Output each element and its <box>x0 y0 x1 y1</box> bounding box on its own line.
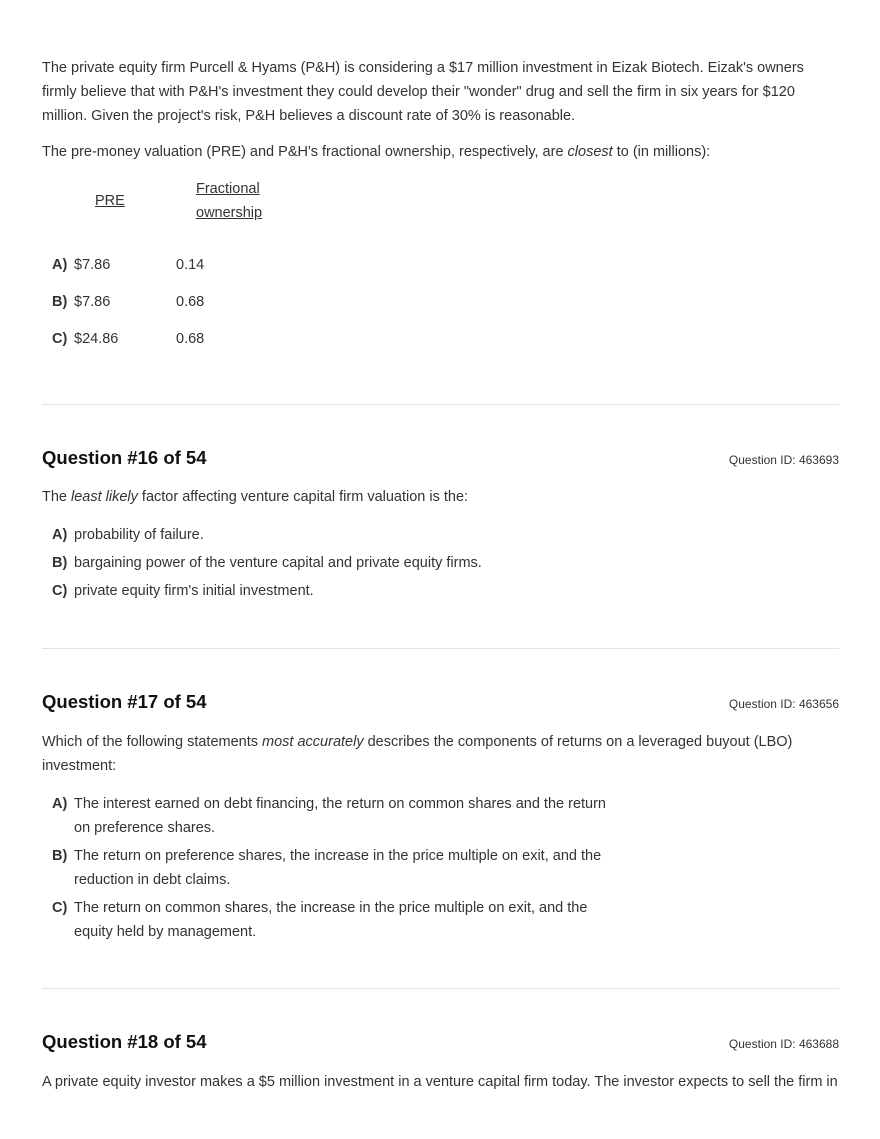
question-18-id: Question ID: 463688 <box>728 1037 839 1051</box>
answer-option-a[interactable] <box>52 523 612 547</box>
option-text: private equity firm's initial investment. <box>74 583 314 599</box>
answer-option-c[interactable] <box>52 579 612 603</box>
divider <box>42 988 839 989</box>
answer-option-b[interactable] <box>52 551 612 575</box>
answer-option-a[interactable] <box>52 792 612 840</box>
question-18-stem: A private equity investor makes a $5 million investment in a venture capital firm today. The investor expects to sell the firm in <box>42 1074 838 1090</box>
answer-option-b[interactable] <box>52 290 204 314</box>
option-letter: A) <box>52 796 68 812</box>
question-18-title: Question #18 of 54 <box>42 1031 207 1052</box>
option-text: bargaining power of the venture capital and private equity firms. <box>74 555 482 571</box>
option-pre-value: $24.86 <box>74 331 119 347</box>
answer-option-c[interactable] <box>52 896 612 944</box>
column-header-pre: PRE <box>95 193 125 209</box>
question-17-id: Question ID: 463656 <box>728 697 839 711</box>
option-text: The return on preference shares, the increase in the price multiple on exit, and the reduction in debt claims. <box>74 848 602 888</box>
stem-text-end: describes the components of returns on a leveraged buyout (LBO) investment: <box>42 734 793 774</box>
answer-option-c[interactable] <box>52 327 204 351</box>
question-15-intro: The private equity firm Purcell & Hyams (P&H) is considering a $17 million investment in Eizak Biotech. Eizak's owners firmly believe that with P&H's investment they could develop their "wonder" drug and sell the firm in six years for $120 million. Given the project's risk, P&H believes a discount rate of 30% is reasonable. <box>42 60 804 124</box>
prompt-text: The pre-money valuation (PRE) and P&H's fractional ownership, respectively, are <box>42 144 568 160</box>
question-17-title: Question #17 of 54 <box>42 691 207 712</box>
option-fraction-value: 0.14 <box>176 257 205 273</box>
option-fraction-value: 0.68 <box>176 294 205 310</box>
question-17-stem <box>42 730 802 778</box>
prompt-emphasis: closest <box>567 144 613 160</box>
column-header-ownership: ownership <box>196 205 263 221</box>
option-pre-value: $7.86 <box>74 294 111 310</box>
question-15-prompt <box>42 140 839 164</box>
divider <box>42 404 839 405</box>
question-16-id: Question ID: 463693 <box>728 453 839 467</box>
option-letter: A) <box>52 527 68 543</box>
stem-emphasis: most accurately <box>262 734 364 750</box>
option-text: probability of failure. <box>74 527 204 543</box>
option-text: The interest earned on debt financing, the return on common shares and the return on preference shares. <box>74 796 606 836</box>
stem-text: Which of the following statements <box>42 734 263 750</box>
option-letter: B) <box>52 294 68 310</box>
question-16-title: Question #16 of 54 <box>42 447 207 468</box>
option-letter: C) <box>52 331 68 347</box>
option-letter: B) <box>52 848 68 864</box>
answer-option-b[interactable] <box>52 844 612 892</box>
stem-emphasis: least likely <box>71 489 138 505</box>
option-text: The return on common shares, the increase in the price multiple on exit, and the equity held by management. <box>74 900 588 940</box>
option-letter: B) <box>52 555 68 571</box>
prompt-text-end: to (in millions): <box>612 144 711 160</box>
stem-text: The <box>42 489 72 505</box>
option-letter: C) <box>52 583 68 599</box>
option-fraction-value: 0.68 <box>176 331 205 347</box>
stem-text-end: factor affecting venture capital firm valuation is the: <box>137 489 469 505</box>
option-pre-value: $7.86 <box>74 257 111 273</box>
column-header-fractional: Fractional <box>196 181 260 197</box>
answer-option-a[interactable] <box>52 253 204 277</box>
divider <box>42 648 839 649</box>
option-letter: C) <box>52 900 68 916</box>
question-16-stem <box>42 485 839 509</box>
option-letter: A) <box>52 257 68 273</box>
